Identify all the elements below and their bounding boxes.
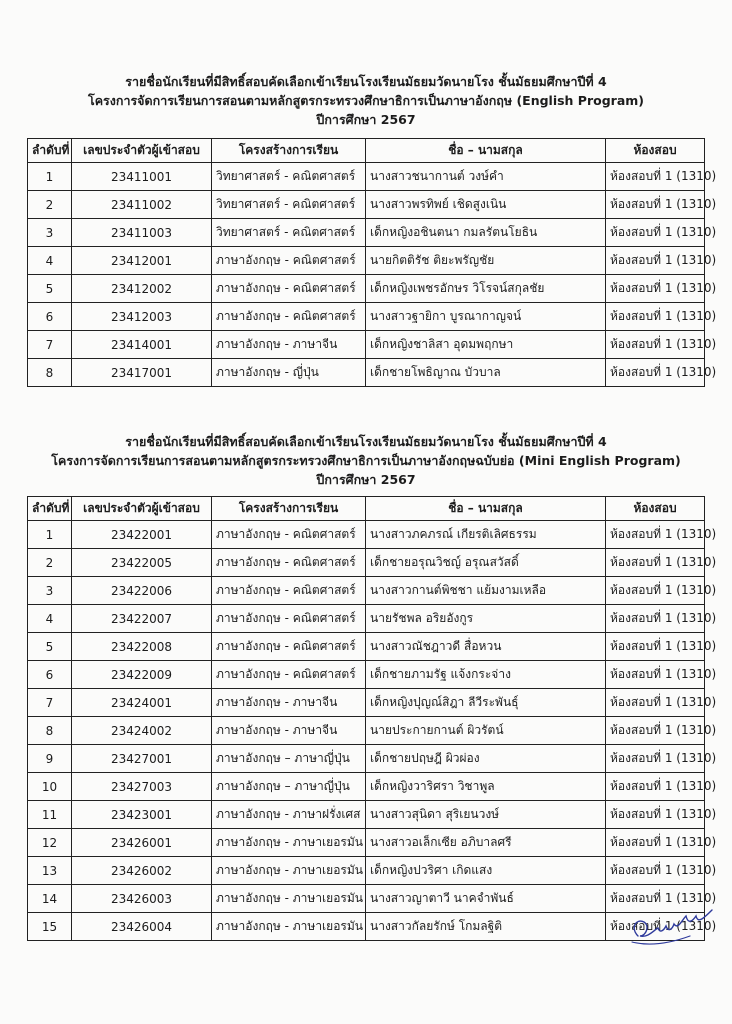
cell-order: 3	[28, 577, 72, 605]
table-row	[28, 717, 705, 745]
table-row	[28, 829, 705, 857]
cell-study-plan: วิทยาศาสตร์ - คณิตศาสตร์	[212, 219, 366, 247]
cell-exam-room: ห้องสอบที่ 1 (1310)	[606, 191, 705, 219]
cell-study-plan: ภาษาอังกฤษ - คณิตศาสตร์	[212, 633, 366, 661]
section2-title-line2: โครงการจัดการเรียนการสอนตามหลักสูตรกระทรวงศึกษาธิการเป็นภาษาอังกฤษฉบับย่อ (Mini English Program)	[51, 453, 681, 468]
cell-study-plan: ภาษาอังกฤษ - คณิตศาสตร์	[212, 521, 366, 549]
cell-full-name: นายรัชพล อริยอังกูร	[366, 605, 606, 633]
cell-order: 3	[28, 219, 72, 247]
cell-study-plan: ภาษาอังกฤษ - ภาษาเยอรมัน	[212, 885, 366, 913]
cell-order: 1	[28, 163, 72, 191]
cell-study-plan: ภาษาอังกฤษ - ภาษาเยอรมัน	[212, 829, 366, 857]
cell-full-name: นางสาวสุนิดา สุริเยนวงษ์	[366, 801, 606, 829]
table-row	[28, 549, 705, 577]
cell-exam-room: ห้องสอบที่ 1 (1310)	[606, 303, 705, 331]
cell-exam-id: 23417001	[72, 359, 212, 387]
table-row	[28, 885, 705, 913]
cell-exam-id: 23426003	[72, 885, 212, 913]
cell-study-plan: ภาษาอังกฤษ - ภาษาเยอรมัน	[212, 857, 366, 885]
section2-title-line1: รายชื่อนักเรียนที่มีสิทธิ์สอบคัดเลือกเข้าเรียนโรงเรียนมัธยมวัดนายโรง ชั้นมัธยมศึกษาปีที่ 4	[125, 434, 607, 449]
cell-order: 6	[28, 661, 72, 689]
cell-exam-room: ห้องสอบที่ 1 (1310)	[606, 773, 705, 801]
table-row	[28, 331, 705, 359]
header-exam-id: เลขประจำตัวผู้เข้าสอบ	[72, 497, 212, 521]
table-row	[28, 577, 705, 605]
cell-full-name: เด็กหญิงปุญณ์สิฎา ลีวีระพันธุ์	[366, 689, 606, 717]
cell-full-name: เด็กชายภามรัฐ แจ้งกระจ่าง	[366, 661, 606, 689]
header-exam-room: ห้องสอบ	[606, 139, 705, 163]
cell-exam-room: ห้องสอบที่ 1 (1310)	[606, 275, 705, 303]
cell-order: 8	[28, 359, 72, 387]
cell-study-plan: ภาษาอังกฤษ - คณิตศาสตร์	[212, 605, 366, 633]
table-row	[28, 913, 705, 941]
cell-exam-room: ห้องสอบที่ 1 (1310)	[606, 885, 705, 913]
cell-exam-id: 23424001	[72, 689, 212, 717]
cell-full-name: นางสาวญาตาวี นาคจำพันธ์	[366, 885, 606, 913]
cell-study-plan: ภาษาอังกฤษ - คณิตศาสตร์	[212, 577, 366, 605]
cell-exam-id: 23426004	[72, 913, 212, 941]
table-row	[28, 219, 705, 247]
cell-order: 4	[28, 247, 72, 275]
cell-order: 8	[28, 717, 72, 745]
section1-heading	[20, 72, 712, 129]
cell-exam-room: ห้องสอบที่ 1 (1310)	[606, 247, 705, 275]
section2-table	[27, 496, 717, 941]
table-row	[28, 745, 705, 773]
cell-full-name: นางสาวกานต์พิชชา แย้มงามเหลือ	[366, 577, 606, 605]
section2-heading	[20, 432, 712, 489]
cell-order: 11	[28, 801, 72, 829]
cell-study-plan: ภาษาอังกฤษ - คณิตศาสตร์	[212, 275, 366, 303]
cell-order: 13	[28, 857, 72, 885]
header-study-plan: โครงสร้างการเรียน	[212, 139, 366, 163]
section2-title-line3: ปีการศึกษา 2567	[316, 472, 416, 487]
cell-order: 15	[28, 913, 72, 941]
table-row	[28, 275, 705, 303]
section1-title-line1: รายชื่อนักเรียนที่มีสิทธิ์สอบคัดเลือกเข้าเรียนโรงเรียนมัธยมวัดนายโรง ชั้นมัธยมศึกษาปีที่ 4	[125, 74, 607, 89]
cell-exam-id: 23427001	[72, 745, 212, 773]
cell-exam-room: ห้องสอบที่ 1 (1310)	[606, 549, 705, 577]
cell-exam-room: ห้องสอบที่ 1 (1310)	[606, 605, 705, 633]
table-row	[28, 773, 705, 801]
cell-order: 10	[28, 773, 72, 801]
cell-full-name: เด็กหญิงปวริศา เกิดแสง	[366, 857, 606, 885]
cell-exam-id: 23424002	[72, 717, 212, 745]
cell-exam-room: ห้องสอบที่ 1 (1310)	[606, 331, 705, 359]
cell-exam-room: ห้องสอบที่ 1 (1310)	[606, 829, 705, 857]
cell-exam-id: 23423001	[72, 801, 212, 829]
cell-exam-id: 23422007	[72, 605, 212, 633]
cell-study-plan: ภาษาอังกฤษ - ภาษาจีน	[212, 689, 366, 717]
cell-full-name: นายกิตติรัช ติยะพรัญชัย	[366, 247, 606, 275]
cell-exam-id: 23427003	[72, 773, 212, 801]
cell-exam-room: ห้องสอบที่ 1 (1310)	[606, 745, 705, 773]
cell-order: 1	[28, 521, 72, 549]
section1-header-row	[28, 139, 705, 163]
cell-full-name: นางสาวอเล็กเซีย อภิบาลศรี	[366, 829, 606, 857]
cell-exam-id: 23411001	[72, 163, 212, 191]
table-row	[28, 661, 705, 689]
cell-order: 7	[28, 331, 72, 359]
cell-exam-room: ห้องสอบที่ 1 (1310)	[606, 717, 705, 745]
cell-exam-room: ห้องสอบที่ 1 (1310)	[606, 163, 705, 191]
cell-exam-room: ห้องสอบที่ 1 (1310)	[606, 801, 705, 829]
cell-study-plan: ภาษาอังกฤษ - ญี่ปุ่น	[212, 359, 366, 387]
cell-study-plan: ภาษาอังกฤษ - ภาษาฝรั่งเศส	[212, 801, 366, 829]
cell-exam-room: ห้องสอบที่ 1 (1310)	[606, 857, 705, 885]
cell-order: 12	[28, 829, 72, 857]
cell-study-plan: ภาษาอังกฤษ – ภาษาญี่ปุ่น	[212, 745, 366, 773]
section2-table-body	[28, 521, 717, 941]
table-row	[28, 303, 705, 331]
cell-order: 2	[28, 549, 72, 577]
cell-order: 6	[28, 303, 72, 331]
table-row	[28, 359, 705, 387]
table-row	[28, 247, 705, 275]
cell-order: 5	[28, 275, 72, 303]
cell-full-name: นางสาวชนากานต์ วงษ์คำ	[366, 163, 606, 191]
section2-header-row	[28, 497, 705, 521]
cell-full-name: เด็กหญิงวาริศรา วิชาพูล	[366, 773, 606, 801]
header-order: ลำดับที่	[28, 497, 72, 521]
header-full-name: ชื่อ – นามสกุล	[366, 497, 606, 521]
cell-full-name: เด็กหญิงเพชรอักษร วิโรจน์สกุลชัย	[366, 275, 606, 303]
table-row	[28, 163, 705, 191]
cell-exam-id: 23412001	[72, 247, 212, 275]
cell-exam-id: 23414001	[72, 331, 212, 359]
cell-order: 7	[28, 689, 72, 717]
cell-full-name: นางสาวฐายิกา บูรณากาญจน์	[366, 303, 606, 331]
header-exam-room: ห้องสอบ	[606, 497, 705, 521]
cell-exam-id: 23426001	[72, 829, 212, 857]
header-order: ลำดับที่	[28, 139, 72, 163]
cell-exam-id: 23426002	[72, 857, 212, 885]
cell-exam-id: 23422001	[72, 521, 212, 549]
cell-full-name: เด็กหญิงอชินตนา กมลรัตนโยธิน	[366, 219, 606, 247]
cell-order: 5	[28, 633, 72, 661]
table-row	[28, 521, 705, 549]
cell-exam-room: ห้องสอบที่ 1 (1310)	[606, 913, 705, 941]
header-full-name: ชื่อ – นามสกุล	[366, 139, 606, 163]
cell-order: 2	[28, 191, 72, 219]
cell-study-plan: ภาษาอังกฤษ - คณิตศาสตร์	[212, 661, 366, 689]
cell-study-plan: ภาษาอังกฤษ - ภาษาจีน	[212, 331, 366, 359]
table-row	[28, 857, 705, 885]
handwritten-signature	[628, 906, 718, 950]
cell-study-plan: ภาษาอังกฤษ - คณิตศาสตร์	[212, 549, 366, 577]
cell-exam-id: 23412003	[72, 303, 212, 331]
cell-study-plan: ภาษาอังกฤษ - ภาษาเยอรมัน	[212, 913, 366, 941]
cell-exam-id: 23422009	[72, 661, 212, 689]
cell-exam-id: 23422008	[72, 633, 212, 661]
header-exam-id: เลขประจำตัวผู้เข้าสอบ	[72, 139, 212, 163]
cell-order: 4	[28, 605, 72, 633]
section1-table	[27, 138, 717, 387]
cell-full-name: เด็กชายอรุณวิชญ์ อรุณสวัสดิ์	[366, 549, 606, 577]
table-row	[28, 605, 705, 633]
cell-study-plan: วิทยาศาสตร์ - คณิตศาสตร์	[212, 163, 366, 191]
cell-full-name: นางสาวกัลยรักษ์ โกมลฐิติ	[366, 913, 606, 941]
cell-study-plan: ภาษาอังกฤษ - ภาษาจีน	[212, 717, 366, 745]
cell-exam-id: 23411002	[72, 191, 212, 219]
cell-exam-room: ห้องสอบที่ 1 (1310)	[606, 359, 705, 387]
cell-full-name: นางสาวภคภรณ์ เกียรติเลิศธรรม	[366, 521, 606, 549]
cell-exam-id: 23411003	[72, 219, 212, 247]
header-study-plan: โครงสร้างการเรียน	[212, 497, 366, 521]
cell-exam-id: 23412002	[72, 275, 212, 303]
section1-title-line2: โครงการจัดการเรียนการสอนตามหลักสูตรกระทรวงศึกษาธิการเป็นภาษาอังกฤษ (English Program)	[87, 93, 644, 108]
cell-exam-room: ห้องสอบที่ 1 (1310)	[606, 689, 705, 717]
table-row	[28, 689, 705, 717]
cell-study-plan: วิทยาศาสตร์ - คณิตศาสตร์	[212, 191, 366, 219]
cell-full-name: เด็กชายปฤษฎี ผิวผ่อง	[366, 745, 606, 773]
table-row	[28, 801, 705, 829]
cell-full-name: นางสาวณัชฎาวดี สื่อหวน	[366, 633, 606, 661]
cell-exam-room: ห้องสอบที่ 1 (1310)	[606, 219, 705, 247]
cell-exam-id: 23422006	[72, 577, 212, 605]
cell-full-name: เด็กหญิงชาลิสา อุดมพฤกษา	[366, 331, 606, 359]
cell-order: 14	[28, 885, 72, 913]
cell-full-name: เด็กชายโพธิญาณ บัวบาล	[366, 359, 606, 387]
section1-title-line3: ปีการศึกษา 2567	[316, 112, 416, 127]
cell-order: 9	[28, 745, 72, 773]
cell-exam-room: ห้องสอบที่ 1 (1310)	[606, 577, 705, 605]
cell-study-plan: ภาษาอังกฤษ - คณิตศาสตร์	[212, 247, 366, 275]
cell-exam-room: ห้องสอบที่ 1 (1310)	[606, 633, 705, 661]
table-row	[28, 633, 705, 661]
cell-study-plan: ภาษาอังกฤษ - คณิตศาสตร์	[212, 303, 366, 331]
section1-table-body	[28, 163, 717, 387]
cell-exam-room: ห้องสอบที่ 1 (1310)	[606, 521, 705, 549]
cell-study-plan: ภาษาอังกฤษ – ภาษาญี่ปุ่น	[212, 773, 366, 801]
cell-full-name: นางสาวพรทิพย์ เชิดสูงเนิน	[366, 191, 606, 219]
cell-exam-id: 23422005	[72, 549, 212, 577]
cell-full-name: นายประกายกานต์ ผิวรัตน์	[366, 717, 606, 745]
cell-exam-room: ห้องสอบที่ 1 (1310)	[606, 661, 705, 689]
table-row	[28, 191, 705, 219]
